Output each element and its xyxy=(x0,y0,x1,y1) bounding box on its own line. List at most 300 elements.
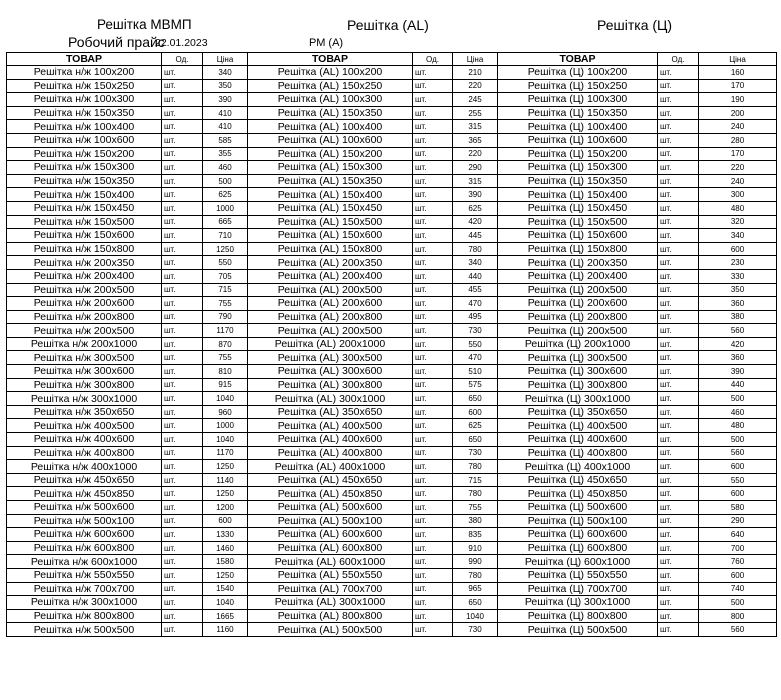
c-name-cell: Решітка (Ц) 500х100 xyxy=(498,514,658,528)
al-price-cell: 315 xyxy=(453,174,498,188)
mvmp-price-cell: 410 xyxy=(203,120,248,134)
table-row xyxy=(7,392,777,406)
mvmp-name-cell: Решітка н/ж 400х600 xyxy=(7,433,162,447)
al-name-cell: Решітка (AL) 800х800 xyxy=(248,609,413,623)
al-price-cell: 650 xyxy=(453,433,498,447)
mvmp-price-cell: 810 xyxy=(203,365,248,379)
column-header-product-al: ТОВАР xyxy=(248,53,413,66)
rm-label: РМ (А) xyxy=(309,37,344,49)
table-row xyxy=(7,188,777,202)
mvmp-unit-cell: шт. xyxy=(162,201,203,215)
c-price-cell: 700 xyxy=(699,541,777,555)
mvmp-unit-cell: шт. xyxy=(162,66,203,80)
c-unit-cell: шт. xyxy=(658,161,699,175)
al-name-cell: Решітка (AL) 100х200 xyxy=(248,66,413,80)
al-name-cell: Решітка (AL) 300х1000 xyxy=(248,596,413,610)
c-unit-cell: шт. xyxy=(658,283,699,297)
al-name-cell: Решітка (AL) 450х850 xyxy=(248,487,413,501)
c-price-cell: 330 xyxy=(699,269,777,283)
al-unit-cell: шт. xyxy=(413,446,453,460)
c-name-cell: Решітка (Ц) 100х600 xyxy=(498,133,658,147)
al-name-cell: Решітка (AL) 150х400 xyxy=(248,188,413,202)
mvmp-name-cell: Решітка н/ж 500х500 xyxy=(7,623,162,637)
al-price-cell: 600 xyxy=(453,405,498,419)
al-price-cell: 1040 xyxy=(453,609,498,623)
al-name-cell: Решітка (AL) 300х500 xyxy=(248,351,413,365)
mvmp-unit-cell: шт. xyxy=(162,419,203,433)
c-unit-cell: шт. xyxy=(658,256,699,270)
c-price-cell: 360 xyxy=(699,297,777,311)
mvmp-name-cell: Решітка н/ж 150х600 xyxy=(7,229,162,243)
mvmp-price-cell: 1160 xyxy=(203,623,248,637)
mvmp-price-cell: 1460 xyxy=(203,541,248,555)
al-unit-cell: шт. xyxy=(413,514,453,528)
mvmp-name-cell: Решітка н/ж 200х350 xyxy=(7,256,162,270)
mvmp-unit-cell: шт. xyxy=(162,473,203,487)
al-unit-cell: шт. xyxy=(413,188,453,202)
c-unit-cell: шт. xyxy=(658,310,699,324)
al-price-cell: 210 xyxy=(453,66,498,80)
c-unit-cell: шт. xyxy=(658,446,699,460)
table-row xyxy=(7,133,777,147)
c-name-cell: Решітка (Ц) 150х300 xyxy=(498,161,658,175)
mvmp-name-cell: Решітка н/ж 300х600 xyxy=(7,365,162,379)
c-name-cell: Решітка (Ц) 300х500 xyxy=(498,351,658,365)
c-name-cell: Решітка (Ц) 350х650 xyxy=(498,405,658,419)
al-price-cell: 455 xyxy=(453,283,498,297)
c-price-cell: 230 xyxy=(699,256,777,270)
al-name-cell: Решітка (AL) 500х600 xyxy=(248,501,413,515)
mvmp-name-cell: Решітка н/ж 200х1000 xyxy=(7,337,162,351)
al-unit-cell: шт. xyxy=(413,419,453,433)
mvmp-price-cell: 1040 xyxy=(203,433,248,447)
al-price-cell: 220 xyxy=(453,147,498,161)
mvmp-price-cell: 1170 xyxy=(203,446,248,460)
mvmp-price-cell: 715 xyxy=(203,283,248,297)
mvmp-unit-cell: шт. xyxy=(162,405,203,419)
mvmp-name-cell: Решітка н/ж 150х500 xyxy=(7,215,162,229)
al-price-cell: 380 xyxy=(453,514,498,528)
mvmp-price-cell: 1250 xyxy=(203,460,248,474)
al-price-cell: 340 xyxy=(453,256,498,270)
c-unit-cell: шт. xyxy=(658,106,699,120)
mvmp-name-cell: Решітка н/ж 150х400 xyxy=(7,188,162,202)
mvmp-price-cell: 755 xyxy=(203,351,248,365)
mvmp-name-cell: Решітка н/ж 150х300 xyxy=(7,161,162,175)
c-name-cell: Решітка (Ц) 300х1000 xyxy=(498,392,658,406)
al-name-cell: Решітка (AL) 350х650 xyxy=(248,405,413,419)
al-name-cell: Решітка (AL) 400х500 xyxy=(248,419,413,433)
mvmp-price-cell: 1140 xyxy=(203,473,248,487)
al-price-cell: 390 xyxy=(453,188,498,202)
c-price-cell: 800 xyxy=(699,609,777,623)
mvmp-price-cell: 500 xyxy=(203,174,248,188)
c-name-cell: Решітка (Ц) 100х200 xyxy=(498,66,658,80)
c-price-cell: 240 xyxy=(699,120,777,134)
mvmp-price-cell: 1250 xyxy=(203,242,248,256)
mvmp-unit-cell: шт. xyxy=(162,283,203,297)
al-name-cell: Решітка (AL) 300х1000 xyxy=(248,392,413,406)
table-row xyxy=(7,501,777,515)
mvmp-unit-cell: шт. xyxy=(162,609,203,623)
mvmp-unit-cell: шт. xyxy=(162,310,203,324)
al-unit-cell: шт. xyxy=(413,555,453,569)
al-unit-cell: шт. xyxy=(413,310,453,324)
al-price-cell: 290 xyxy=(453,161,498,175)
table-row xyxy=(7,242,777,256)
table-row xyxy=(7,528,777,542)
mvmp-price-cell: 1040 xyxy=(203,392,248,406)
mvmp-name-cell: Решітка н/ж 400х800 xyxy=(7,446,162,460)
mvmp-name-cell: Решітка н/ж 500х600 xyxy=(7,501,162,515)
al-price-cell: 910 xyxy=(453,541,498,555)
c-price-cell: 580 xyxy=(699,501,777,515)
al-unit-cell: шт. xyxy=(413,596,453,610)
price-list-date: 22.01.2023 xyxy=(155,37,208,49)
mvmp-name-cell: Решітка н/ж 550х550 xyxy=(7,568,162,582)
table-row xyxy=(7,433,777,447)
mvmp-unit-cell: шт. xyxy=(162,446,203,460)
al-price-cell: 650 xyxy=(453,596,498,610)
al-price-cell: 625 xyxy=(453,419,498,433)
al-name-cell: Решітка (AL) 150х500 xyxy=(248,215,413,229)
table-row xyxy=(7,609,777,623)
c-unit-cell: шт. xyxy=(658,174,699,188)
al-unit-cell: шт. xyxy=(413,487,453,501)
price-table xyxy=(6,52,777,637)
mvmp-price-cell: 460 xyxy=(203,161,248,175)
c-unit-cell: шт. xyxy=(658,188,699,202)
mvmp-unit-cell: шт. xyxy=(162,229,203,243)
c-name-cell: Решітка (Ц) 300х800 xyxy=(498,378,658,392)
mvmp-name-cell: Решітка н/ж 700х700 xyxy=(7,582,162,596)
al-name-cell: Решітка (AL) 150х450 xyxy=(248,201,413,215)
column-header-product-c: ТОВАР xyxy=(498,53,658,66)
table-row xyxy=(7,229,777,243)
table-row xyxy=(7,310,777,324)
mvmp-name-cell: Решітка н/ж 150х200 xyxy=(7,147,162,161)
al-name-cell: Решітка (AL) 100х300 xyxy=(248,93,413,107)
table-row xyxy=(7,419,777,433)
c-name-cell: Решітка (Ц) 100х400 xyxy=(498,120,658,134)
al-price-cell: 650 xyxy=(453,392,498,406)
c-name-cell: Решітка (Ц) 450х850 xyxy=(498,487,658,501)
c-name-cell: Решітка (Ц) 500х500 xyxy=(498,623,658,637)
c-unit-cell: шт. xyxy=(658,541,699,555)
mvmp-price-cell: 410 xyxy=(203,106,248,120)
c-price-cell: 600 xyxy=(699,242,777,256)
mvmp-price-cell: 585 xyxy=(203,133,248,147)
c-unit-cell: шт. xyxy=(658,229,699,243)
table-row xyxy=(7,66,777,80)
al-unit-cell: шт. xyxy=(413,528,453,542)
c-price-cell: 600 xyxy=(699,460,777,474)
c-name-cell: Решітка (Ц) 150х800 xyxy=(498,242,658,256)
mvmp-price-cell: 1250 xyxy=(203,568,248,582)
c-price-cell: 500 xyxy=(699,596,777,610)
al-price-cell: 780 xyxy=(453,568,498,582)
mvmp-unit-cell: шт. xyxy=(162,93,203,107)
c-unit-cell: шт. xyxy=(658,365,699,379)
al-name-cell: Решітка (AL) 150х250 xyxy=(248,79,413,93)
mvmp-unit-cell: шт. xyxy=(162,242,203,256)
c-name-cell: Решітка (Ц) 200х500 xyxy=(498,324,658,338)
c-price-cell: 170 xyxy=(699,147,777,161)
c-price-cell: 160 xyxy=(699,66,777,80)
mvmp-price-cell: 1580 xyxy=(203,555,248,569)
mvmp-unit-cell: шт. xyxy=(162,324,203,338)
table-row xyxy=(7,582,777,596)
c-unit-cell: шт. xyxy=(658,269,699,283)
al-unit-cell: шт. xyxy=(413,405,453,419)
mvmp-name-cell: Решітка н/ж 100х300 xyxy=(7,93,162,107)
al-price-cell: 965 xyxy=(453,582,498,596)
c-price-cell: 760 xyxy=(699,555,777,569)
table-row xyxy=(7,514,777,528)
c-price-cell: 440 xyxy=(699,378,777,392)
c-unit-cell: шт. xyxy=(658,528,699,542)
table-header-row xyxy=(7,53,777,66)
al-price-cell: 730 xyxy=(453,324,498,338)
mvmp-unit-cell: шт. xyxy=(162,174,203,188)
table-row xyxy=(7,256,777,270)
mvmp-unit-cell: шт. xyxy=(162,541,203,555)
mvmp-unit-cell: шт. xyxy=(162,596,203,610)
al-price-cell: 780 xyxy=(453,487,498,501)
al-price-cell: 255 xyxy=(453,106,498,120)
c-price-cell: 550 xyxy=(699,473,777,487)
table-row xyxy=(7,174,777,188)
al-unit-cell: шт. xyxy=(413,392,453,406)
c-unit-cell: шт. xyxy=(658,596,699,610)
al-unit-cell: шт. xyxy=(413,568,453,582)
al-name-cell: Решітка (AL) 500х500 xyxy=(248,623,413,637)
al-unit-cell: шт. xyxy=(413,242,453,256)
mvmp-unit-cell: шт. xyxy=(162,106,203,120)
mvmp-unit-cell: шт. xyxy=(162,337,203,351)
al-unit-cell: шт. xyxy=(413,365,453,379)
table-row xyxy=(7,405,777,419)
title-al: Решітка (AL) xyxy=(347,17,429,33)
table-row xyxy=(7,365,777,379)
c-price-cell: 390 xyxy=(699,365,777,379)
al-price-cell: 510 xyxy=(453,365,498,379)
al-name-cell: Решітка (AL) 600х600 xyxy=(248,528,413,542)
mvmp-name-cell: Решітка н/ж 300х800 xyxy=(7,378,162,392)
table-row xyxy=(7,93,777,107)
c-name-cell: Решітка (Ц) 500х600 xyxy=(498,501,658,515)
mvmp-price-cell: 870 xyxy=(203,337,248,351)
mvmp-name-cell: Решітка н/ж 400х500 xyxy=(7,419,162,433)
mvmp-unit-cell: шт. xyxy=(162,623,203,637)
al-name-cell: Решітка (AL) 600х1000 xyxy=(248,555,413,569)
mvmp-price-cell: 550 xyxy=(203,256,248,270)
table-row xyxy=(7,351,777,365)
al-price-cell: 730 xyxy=(453,623,498,637)
al-unit-cell: шт. xyxy=(413,324,453,338)
c-unit-cell: шт. xyxy=(658,433,699,447)
al-price-cell: 470 xyxy=(453,297,498,311)
mvmp-name-cell: Решітка н/ж 450х650 xyxy=(7,473,162,487)
al-unit-cell: шт. xyxy=(413,297,453,311)
c-name-cell: Решітка (Ц) 300х1000 xyxy=(498,596,658,610)
table-row xyxy=(7,337,777,351)
al-name-cell: Решітка (AL) 200х800 xyxy=(248,310,413,324)
c-unit-cell: шт. xyxy=(658,201,699,215)
mvmp-name-cell: Решітка н/ж 350х650 xyxy=(7,405,162,419)
table-row xyxy=(7,324,777,338)
c-unit-cell: шт. xyxy=(658,66,699,80)
c-unit-cell: шт. xyxy=(658,405,699,419)
mvmp-unit-cell: шт. xyxy=(162,120,203,134)
mvmp-name-cell: Решітка н/ж 200х400 xyxy=(7,269,162,283)
c-name-cell: Решітка (Ц) 200х800 xyxy=(498,310,658,324)
al-price-cell: 245 xyxy=(453,93,498,107)
mvmp-unit-cell: шт. xyxy=(162,582,203,596)
table-row xyxy=(7,473,777,487)
al-unit-cell: шт. xyxy=(413,501,453,515)
al-name-cell: Решітка (AL) 400х600 xyxy=(248,433,413,447)
c-name-cell: Решітка (Ц) 150х450 xyxy=(498,201,658,215)
mvmp-name-cell: Решітка н/ж 300х1000 xyxy=(7,392,162,406)
c-price-cell: 560 xyxy=(699,446,777,460)
c-unit-cell: шт. xyxy=(658,324,699,338)
al-name-cell: Решітка (AL) 200х400 xyxy=(248,269,413,283)
al-price-cell: 990 xyxy=(453,555,498,569)
al-name-cell: Решітка (AL) 150х300 xyxy=(248,161,413,175)
c-name-cell: Решітка (Ц) 150х500 xyxy=(498,215,658,229)
c-unit-cell: шт. xyxy=(658,120,699,134)
al-name-cell: Решітка (AL) 700х700 xyxy=(248,582,413,596)
c-price-cell: 300 xyxy=(699,188,777,202)
c-name-cell: Решітка (Ц) 400х800 xyxy=(498,446,658,460)
mvmp-name-cell: Решітка н/ж 100х600 xyxy=(7,133,162,147)
table-row xyxy=(7,596,777,610)
mvmp-name-cell: Решітка н/ж 500х100 xyxy=(7,514,162,528)
table-row xyxy=(7,297,777,311)
table-row xyxy=(7,541,777,555)
al-unit-cell: шт. xyxy=(413,215,453,229)
al-name-cell: Решітка (AL) 150х600 xyxy=(248,229,413,243)
mvmp-unit-cell: шт. xyxy=(162,351,203,365)
c-unit-cell: шт. xyxy=(658,79,699,93)
mvmp-price-cell: 355 xyxy=(203,147,248,161)
mvmp-price-cell: 1330 xyxy=(203,528,248,542)
mvmp-name-cell: Решітка н/ж 200х800 xyxy=(7,310,162,324)
mvmp-unit-cell: шт. xyxy=(162,528,203,542)
c-unit-cell: шт. xyxy=(658,568,699,582)
mvmp-unit-cell: шт. xyxy=(162,365,203,379)
mvmp-unit-cell: шт. xyxy=(162,392,203,406)
c-unit-cell: шт. xyxy=(658,419,699,433)
table-row xyxy=(7,378,777,392)
al-price-cell: 550 xyxy=(453,337,498,351)
al-unit-cell: шт. xyxy=(413,93,453,107)
column-header-unit-al: Од. xyxy=(413,53,453,66)
c-unit-cell: шт. xyxy=(658,514,699,528)
al-price-cell: 780 xyxy=(453,460,498,474)
c-price-cell: 340 xyxy=(699,229,777,243)
c-unit-cell: шт. xyxy=(658,242,699,256)
c-price-cell: 740 xyxy=(699,582,777,596)
mvmp-price-cell: 1000 xyxy=(203,201,248,215)
al-unit-cell: шт. xyxy=(413,337,453,351)
mvmp-name-cell: Решітка н/ж 600х600 xyxy=(7,528,162,542)
al-name-cell: Решітка (AL) 550х550 xyxy=(248,568,413,582)
al-price-cell: 715 xyxy=(453,473,498,487)
al-unit-cell: шт. xyxy=(413,256,453,270)
c-name-cell: Решітка (Ц) 600х1000 xyxy=(498,555,658,569)
column-header-price-c: Ціна xyxy=(699,53,777,66)
c-price-cell: 560 xyxy=(699,623,777,637)
c-price-cell: 500 xyxy=(699,392,777,406)
mvmp-unit-cell: шт. xyxy=(162,555,203,569)
mvmp-name-cell: Решітка н/ж 200х500 xyxy=(7,324,162,338)
al-price-cell: 220 xyxy=(453,79,498,93)
table-row xyxy=(7,215,777,229)
c-unit-cell: шт. xyxy=(658,582,699,596)
column-header-unit-mvmp: Од. xyxy=(162,53,203,66)
al-price-cell: 495 xyxy=(453,310,498,324)
al-name-cell: Решітка (AL) 450х650 xyxy=(248,473,413,487)
c-price-cell: 240 xyxy=(699,174,777,188)
al-price-cell: 470 xyxy=(453,351,498,365)
c-unit-cell: шт. xyxy=(658,215,699,229)
c-name-cell: Решітка (Ц) 300х600 xyxy=(498,365,658,379)
mvmp-price-cell: 390 xyxy=(203,93,248,107)
c-unit-cell: шт. xyxy=(658,93,699,107)
al-name-cell: Решітка (AL) 150х350 xyxy=(248,174,413,188)
al-name-cell: Решітка (AL) 100х400 xyxy=(248,120,413,134)
mvmp-unit-cell: шт. xyxy=(162,133,203,147)
mvmp-unit-cell: шт. xyxy=(162,147,203,161)
mvmp-price-cell: 790 xyxy=(203,310,248,324)
mvmp-price-cell: 1540 xyxy=(203,582,248,596)
table-row xyxy=(7,147,777,161)
c-price-cell: 360 xyxy=(699,351,777,365)
al-price-cell: 445 xyxy=(453,229,498,243)
c-price-cell: 640 xyxy=(699,528,777,542)
al-unit-cell: шт. xyxy=(413,174,453,188)
al-unit-cell: шт. xyxy=(413,120,453,134)
title-c: Решітка (Ц) xyxy=(597,17,673,33)
c-name-cell: Решітка (Ц) 400х500 xyxy=(498,419,658,433)
al-name-cell: Решітка (AL) 150х200 xyxy=(248,147,413,161)
table-row xyxy=(7,487,777,501)
al-unit-cell: шт. xyxy=(413,460,453,474)
c-name-cell: Решітка (Ц) 200х1000 xyxy=(498,337,658,351)
al-unit-cell: шт. xyxy=(413,582,453,596)
al-unit-cell: шт. xyxy=(413,133,453,147)
mvmp-price-cell: 705 xyxy=(203,269,248,283)
mvmp-price-cell: 960 xyxy=(203,405,248,419)
column-header-price-mvmp: Ціна xyxy=(203,53,248,66)
al-price-cell: 625 xyxy=(453,201,498,215)
al-unit-cell: шт. xyxy=(413,66,453,80)
al-price-cell: 835 xyxy=(453,528,498,542)
al-price-cell: 440 xyxy=(453,269,498,283)
mvmp-price-cell: 600 xyxy=(203,514,248,528)
al-name-cell: Решітка (AL) 150х800 xyxy=(248,242,413,256)
al-unit-cell: шт. xyxy=(413,147,453,161)
table-row xyxy=(7,568,777,582)
mvmp-price-cell: 665 xyxy=(203,215,248,229)
mvmp-unit-cell: шт. xyxy=(162,269,203,283)
al-name-cell: Решітка (AL) 400х800 xyxy=(248,446,413,460)
c-price-cell: 420 xyxy=(699,337,777,351)
c-name-cell: Решітка (Ц) 150х250 xyxy=(498,79,658,93)
c-name-cell: Решітка (Ц) 200х600 xyxy=(498,297,658,311)
